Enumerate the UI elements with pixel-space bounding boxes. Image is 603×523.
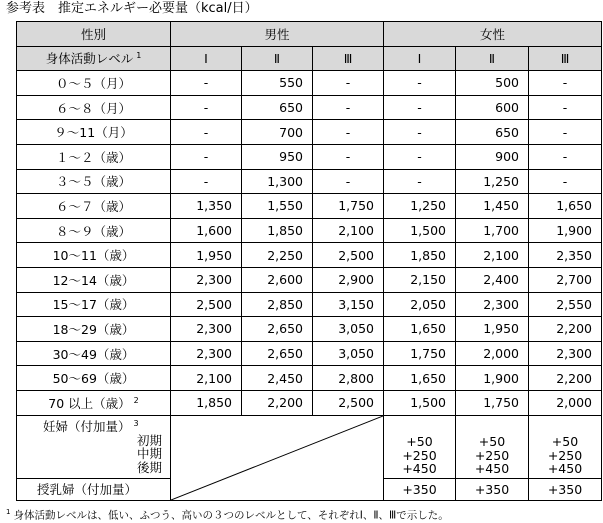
value-cell: - bbox=[313, 71, 384, 96]
table-row bbox=[17, 366, 602, 391]
value-cell: 1,650 bbox=[529, 194, 602, 219]
female-header: 女性 bbox=[384, 22, 602, 47]
value-cell: - bbox=[313, 95, 384, 120]
value-cell: 2,050 bbox=[384, 292, 456, 317]
value-cell: 2,500 bbox=[171, 292, 242, 317]
pregnant-value: +50 bbox=[406, 434, 433, 449]
value-cell: - bbox=[313, 169, 384, 194]
value-cell: 1,750 bbox=[313, 194, 384, 219]
value-cell: 1,500 bbox=[384, 390, 456, 415]
table-row bbox=[17, 292, 602, 317]
table-row bbox=[17, 317, 602, 342]
age-cell bbox=[17, 144, 171, 169]
age-cell bbox=[17, 366, 171, 391]
value-cell: 2,250 bbox=[242, 243, 313, 268]
pregnant-value: +450 bbox=[402, 461, 437, 476]
age-cell bbox=[17, 390, 171, 415]
value-cell: 2,200 bbox=[529, 317, 602, 342]
table-row bbox=[17, 95, 602, 120]
value-cell: 1,750 bbox=[456, 390, 529, 415]
pregnant-value-cell bbox=[456, 415, 529, 478]
table-row bbox=[17, 267, 602, 292]
value-cell: 2,300 bbox=[171, 267, 242, 292]
value-cell: 1,350 bbox=[171, 194, 242, 219]
value-cell: 550 bbox=[242, 71, 313, 96]
value-cell: - bbox=[384, 120, 456, 145]
pregnant-label: 妊婦（付加量） bbox=[43, 418, 131, 434]
pregnant-label-cell bbox=[17, 415, 171, 478]
footnote-text: 身体活動レベルは、低い、ふつう、高いの３つのレベルとして、それぞれⅠ、Ⅱ、Ⅲで示した。 bbox=[13, 509, 449, 522]
value-cell: 1,900 bbox=[529, 218, 602, 243]
value-cell: - bbox=[171, 144, 242, 169]
value-cell: 2,800 bbox=[313, 366, 384, 391]
age-label: 10～11（歳） bbox=[52, 248, 135, 264]
value-cell: 1,250 bbox=[456, 169, 529, 194]
age-label: 18～29（歳） bbox=[52, 321, 135, 337]
value-cell: - bbox=[529, 120, 602, 145]
pregnant-stage-label: 後期 bbox=[136, 459, 162, 475]
activity-level-header bbox=[17, 46, 171, 71]
lactating-label: 授乳婦（付加量） bbox=[17, 478, 171, 500]
value-cell: 1,550 bbox=[242, 194, 313, 219]
age-cell bbox=[17, 317, 171, 342]
value-cell: - bbox=[171, 71, 242, 96]
lactating-value-cell: +350 bbox=[384, 478, 456, 500]
age-cell bbox=[17, 169, 171, 194]
value-cell: - bbox=[171, 169, 242, 194]
value-cell: 1,450 bbox=[456, 194, 529, 219]
value-cell: - bbox=[384, 71, 456, 96]
age-cell bbox=[17, 267, 171, 292]
value-cell: 2,500 bbox=[313, 243, 384, 268]
age-cell bbox=[17, 341, 171, 366]
value-cell: 500 bbox=[456, 71, 529, 96]
age-cell bbox=[17, 71, 171, 96]
pregnant-value-cell bbox=[529, 415, 602, 478]
pregnant-value-cell bbox=[384, 415, 456, 478]
pregnant-value: +250 bbox=[547, 447, 583, 463]
age-label: 15～17（歳） bbox=[52, 297, 135, 313]
table-row bbox=[17, 120, 602, 145]
age-cell bbox=[17, 218, 171, 243]
table-row bbox=[17, 218, 602, 243]
activity-level-label: 身体活動レベル bbox=[45, 51, 134, 67]
table-row bbox=[17, 71, 602, 96]
pregnant-value: +450 bbox=[474, 461, 510, 476]
level-header-female-3: Ⅲ bbox=[529, 46, 602, 71]
header-row-sex bbox=[17, 22, 602, 47]
value-cell: - bbox=[171, 95, 242, 120]
sex-header: 性別 bbox=[17, 22, 171, 47]
value-cell: 1,250 bbox=[384, 194, 456, 219]
value-cell: 650 bbox=[456, 120, 529, 145]
value-cell: - bbox=[529, 95, 602, 120]
pregnant-value: +50 bbox=[478, 434, 506, 449]
value-cell: 2,450 bbox=[242, 366, 313, 391]
value-cell: 1,900 bbox=[456, 366, 529, 391]
table-row bbox=[17, 144, 602, 169]
value-cell: 2,150 bbox=[384, 267, 456, 292]
value-cell: - bbox=[384, 144, 456, 169]
level-header-male-2: Ⅱ bbox=[242, 46, 313, 71]
male-not-applicable-cell bbox=[171, 415, 384, 500]
header-row-level bbox=[17, 46, 602, 71]
value-cell: 650 bbox=[242, 95, 313, 120]
table-row bbox=[17, 243, 602, 268]
footnote bbox=[6, 505, 449, 523]
age-label: １～２（歳） bbox=[55, 149, 131, 165]
table-title: 参考表 推定エネルギー必要量（kcal/日） bbox=[6, 1, 258, 16]
value-cell: - bbox=[384, 95, 456, 120]
pregnant-value: +250 bbox=[402, 447, 437, 463]
value-cell: 2,650 bbox=[242, 341, 313, 366]
pregnant-stage-label: 中期 bbox=[136, 446, 162, 462]
value-cell: 1,850 bbox=[384, 243, 456, 268]
value-cell: 3,150 bbox=[313, 292, 384, 317]
value-cell: 1,850 bbox=[242, 218, 313, 243]
age-label: 12～14（歳） bbox=[52, 272, 135, 288]
age-cell bbox=[17, 292, 171, 317]
value-cell: 1,500 bbox=[384, 218, 456, 243]
value-cell: 1,650 bbox=[384, 366, 456, 391]
value-cell: 2,900 bbox=[313, 267, 384, 292]
energy-requirement-table bbox=[16, 21, 602, 501]
age-label: 70 以上（歳） bbox=[48, 395, 131, 411]
footnote-mark: 1 bbox=[6, 508, 11, 516]
value-cell: 2,650 bbox=[242, 317, 313, 342]
level-header-female-1: Ⅰ bbox=[384, 46, 456, 71]
value-cell: 700 bbox=[242, 120, 313, 145]
table-row bbox=[17, 194, 602, 219]
pregnant-value: +250 bbox=[474, 447, 510, 463]
age-label: ３～５（歳） bbox=[55, 174, 131, 190]
age-label: ９～11（月） bbox=[54, 125, 133, 141]
level-header-female-2: Ⅱ bbox=[456, 46, 529, 71]
value-cell: 2,350 bbox=[529, 243, 602, 268]
value-cell: - bbox=[171, 120, 242, 145]
value-cell: 1,750 bbox=[384, 341, 456, 366]
level-header-male-1: Ⅰ bbox=[171, 46, 242, 71]
value-cell: 2,200 bbox=[242, 390, 313, 415]
value-cell: - bbox=[384, 169, 456, 194]
age-cell bbox=[17, 243, 171, 268]
value-cell: 1,850 bbox=[171, 390, 242, 415]
age-label: 50～69（歳） bbox=[52, 371, 135, 387]
activity-level-footnote-mark: 1 bbox=[136, 51, 142, 61]
value-cell: 2,100 bbox=[456, 243, 529, 268]
value-cell: 600 bbox=[456, 95, 529, 120]
value-cell: 950 bbox=[242, 144, 313, 169]
value-cell: 2,300 bbox=[456, 292, 529, 317]
age-cell bbox=[17, 120, 171, 145]
value-cell: 2,100 bbox=[313, 218, 384, 243]
pregnant-value: +450 bbox=[547, 461, 583, 476]
value-cell: 1,700 bbox=[456, 218, 529, 243]
pregnant-value: +50 bbox=[551, 434, 579, 449]
value-cell: 2,400 bbox=[456, 267, 529, 292]
value-cell: - bbox=[313, 144, 384, 169]
pregnant-stage-label: 初期 bbox=[136, 432, 162, 448]
table-row bbox=[17, 390, 602, 415]
value-cell: 2,000 bbox=[456, 341, 529, 366]
value-cell: 3,050 bbox=[313, 341, 384, 366]
pregnant-row bbox=[17, 415, 602, 478]
age-label: ６～８（月） bbox=[55, 100, 131, 116]
pregnant-title bbox=[17, 417, 170, 434]
value-cell: 2,700 bbox=[529, 267, 602, 292]
value-cell: 2,000 bbox=[529, 390, 602, 415]
value-cell: - bbox=[529, 144, 602, 169]
age-label: ６～７（歳） bbox=[55, 198, 131, 214]
value-cell: 1,300 bbox=[242, 169, 313, 194]
value-cell: 2,300 bbox=[171, 341, 242, 366]
value-cell: - bbox=[529, 169, 602, 194]
value-cell: 2,100 bbox=[171, 366, 242, 391]
age-label: ０～５（月） bbox=[55, 75, 131, 91]
value-cell: 1,600 bbox=[171, 218, 242, 243]
value-cell: 900 bbox=[456, 144, 529, 169]
age-footnote-mark: 2 bbox=[133, 395, 139, 405]
value-cell: 2,850 bbox=[242, 292, 313, 317]
lactating-value-cell: +350 bbox=[529, 478, 602, 500]
age-cell bbox=[17, 95, 171, 120]
value-cell: 2,500 bbox=[313, 390, 384, 415]
value-cell: 2,200 bbox=[529, 366, 602, 391]
male-header: 男性 bbox=[171, 22, 384, 47]
age-cell bbox=[17, 194, 171, 219]
age-label: ８～９（歳） bbox=[55, 223, 131, 239]
lactating-value-cell: +350 bbox=[456, 478, 529, 500]
age-label: 30～49（歳） bbox=[52, 346, 135, 362]
value-cell: 2,600 bbox=[242, 267, 313, 292]
pregnant-footnote-mark: 3 bbox=[133, 418, 139, 428]
value-cell: - bbox=[313, 120, 384, 145]
diagonal-line bbox=[171, 416, 383, 500]
value-cell: - bbox=[529, 71, 602, 96]
value-cell: 2,300 bbox=[171, 317, 242, 342]
value-cell: 2,550 bbox=[529, 292, 602, 317]
table-row bbox=[17, 341, 602, 366]
value-cell: 2,300 bbox=[529, 341, 602, 366]
level-header-male-3: Ⅲ bbox=[313, 46, 384, 71]
value-cell: 1,950 bbox=[456, 317, 529, 342]
value-cell: 1,650 bbox=[384, 317, 456, 342]
table-row bbox=[17, 169, 602, 194]
value-cell: 1,950 bbox=[171, 243, 242, 268]
value-cell: 3,050 bbox=[313, 317, 384, 342]
